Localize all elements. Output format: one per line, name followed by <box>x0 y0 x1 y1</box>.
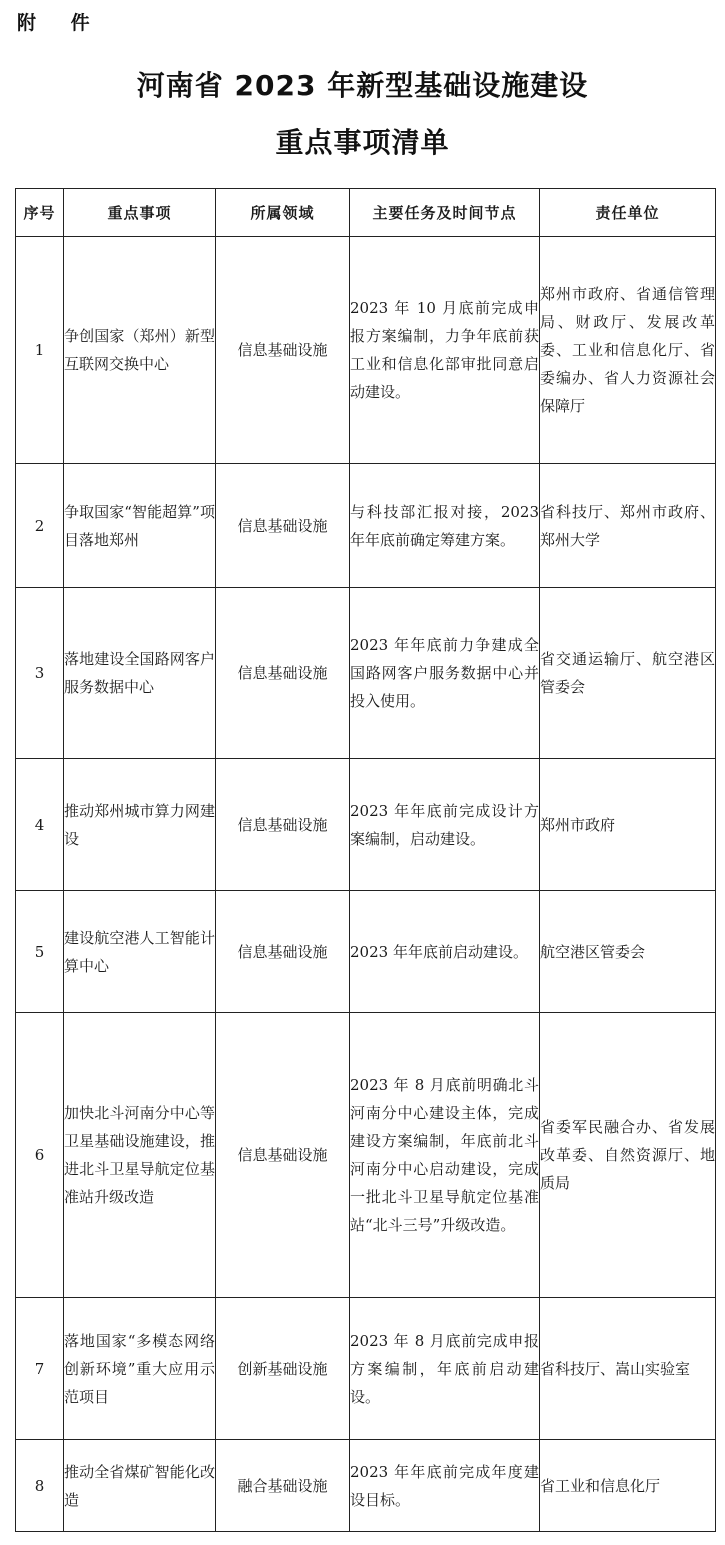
row-number: 2 <box>16 464 64 588</box>
row-field: 信息基础设施 <box>216 588 350 759</box>
row-field: 信息基础设施 <box>216 759 350 891</box>
row-task: 与科技部汇报对接，2023 年年底前确定筹建方案。 <box>350 464 540 588</box>
row-item: 推动全省煤矿智能化改造 <box>64 1440 216 1532</box>
row-unit: 省交通运输厅、航空港区管委会 <box>540 588 716 759</box>
key-items-table <box>15 188 716 1532</box>
row-item: 落地国家“多模态网络创新环境”重大应用示范项目 <box>64 1298 216 1440</box>
row-unit: 航空港区管委会 <box>540 891 716 1013</box>
row-unit: 省科技厅、嵩山实验室 <box>540 1298 716 1440</box>
row-task: 2023 年年底前启动建设。 <box>350 891 540 1013</box>
row-field: 信息基础设施 <box>216 237 350 464</box>
header-no: 序号 <box>16 189 64 237</box>
row-task: 2023 年 8 月底前完成申报方案编制，年底前启动建设。 <box>350 1298 540 1440</box>
table-row <box>16 759 716 891</box>
row-item: 建设航空港人工智能计算中心 <box>64 891 216 1013</box>
row-field: 信息基础设施 <box>216 464 350 588</box>
row-number: 6 <box>16 1013 64 1298</box>
row-field: 信息基础设施 <box>216 891 350 1013</box>
header-unit: 责任单位 <box>540 189 716 237</box>
row-item: 落地建设全国路网客户服务数据中心 <box>64 588 216 759</box>
table-row <box>16 588 716 759</box>
row-item: 推动郑州城市算力网建设 <box>64 759 216 891</box>
row-field: 创新基础设施 <box>216 1298 350 1440</box>
row-unit: 郑州市政府、省通信管理局、财政厅、发展改革委、工业和信息化厅、省委编办、省人力资源社会保障厅 <box>540 237 716 464</box>
row-number: 7 <box>16 1298 64 1440</box>
row-unit: 郑州市政府 <box>540 759 716 891</box>
row-task: 2023 年年底前完成设计方案编制，启动建设。 <box>350 759 540 891</box>
row-field: 融合基础设施 <box>216 1440 350 1532</box>
header-item: 重点事项 <box>64 189 216 237</box>
header-field: 所属领域 <box>216 189 350 237</box>
row-item: 争创国家（郑州）新型互联网交换中心 <box>64 237 216 464</box>
table-row <box>16 1013 716 1298</box>
row-number: 1 <box>16 237 64 464</box>
page-title-line-1: 河南省 2023 年新型基础设施建设 <box>136 69 589 102</box>
table-header-row <box>16 189 716 237</box>
row-task: 2023 年 8 月底前明确北斗河南分中心建设主体，完成建设方案编制，年底前北斗河南分中心启动建设，完成一批北斗卫星导航定位基准站“北斗三号”升级改造。 <box>350 1013 540 1298</box>
row-task: 2023 年年底前力争建成全国路网客户服务数据中心并投入使用。 <box>350 588 540 759</box>
row-number: 3 <box>16 588 64 759</box>
row-field: 信息基础设施 <box>216 1013 350 1298</box>
row-number: 8 <box>16 1440 64 1532</box>
row-unit: 省科技厅、郑州市政府、郑州大学 <box>540 464 716 588</box>
table-row <box>16 464 716 588</box>
row-task: 2023 年 10 月底前完成申报方案编制，力争年底前获工业和信息化部审批同意启动建设。 <box>350 237 540 464</box>
table-row <box>16 1298 716 1440</box>
attachment-label: 附 件 <box>17 12 104 34</box>
row-number: 4 <box>16 759 64 891</box>
page-title-line-2: 重点事项清单 <box>275 126 450 159</box>
table-row <box>16 891 716 1013</box>
row-task: 2023 年年底前完成年度建设目标。 <box>350 1440 540 1532</box>
table-row <box>16 237 716 464</box>
header-task: 主要任务及时间节点 <box>350 189 540 237</box>
row-number: 5 <box>16 891 64 1013</box>
row-unit: 省委军民融合办、省发展改革委、自然资源厅、地质局 <box>540 1013 716 1298</box>
table-row <box>16 1440 716 1532</box>
row-item: 加快北斗河南分中心等卫星基础设施建设，推进北斗卫星导航定位基准站升级改造 <box>64 1013 216 1298</box>
row-item: 争取国家“智能超算”项目落地郑州 <box>64 464 216 588</box>
row-unit: 省工业和信息化厅 <box>540 1440 716 1532</box>
